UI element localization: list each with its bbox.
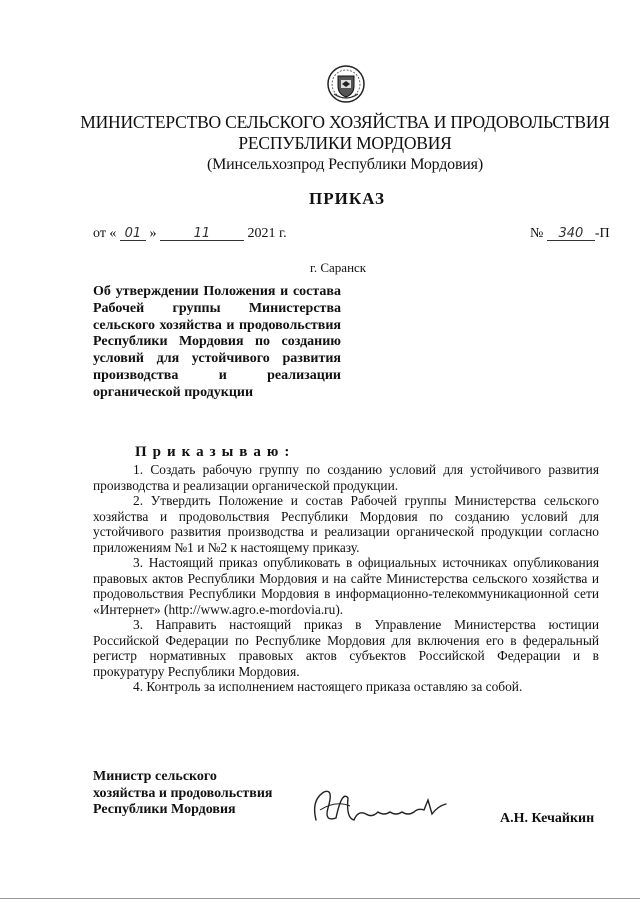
order-title: ПРИКАЗ [309, 189, 385, 208]
order-body [93, 462, 599, 695]
signer-title-line3: Республики Мордовия [93, 802, 236, 817]
date-year: 2021 г. [247, 226, 287, 241]
number-suffix: -П [594, 226, 610, 241]
order-date [93, 226, 287, 242]
order-item: 4. Контроль за исполнением настоящего приказа оставляю за собой. [133, 679, 523, 694]
signer-title [93, 769, 272, 819]
order-subject: Об утверждении Положения и состава Рабочей группы Министерства сельского хозяйства и продовольствия Республики Мордовия по созданию условий для устойчивого развития производства и реализации органической продукции [93, 284, 341, 400]
signer-title-line2: хозяйства и продовольствия [93, 785, 273, 801]
date-mid: » [149, 226, 157, 241]
signer-title-line1: Министр сельского [93, 769, 217, 784]
order-item: 1. Создать рабочую группу по созданию условий для устойчивого развития производства и реализации органической продукции. [93, 462, 599, 493]
number-value: 340 [547, 227, 595, 241]
handwritten-signature [306, 780, 456, 830]
ministry-short-name: (Минсельхозпрод Республики Мордовия) [207, 156, 483, 173]
date-day: 01 [120, 227, 146, 241]
ministry-name-line1: МИНИСТЕРСТВО СЕЛЬСКОГО ХОЗЯЙСТВА И ПРОДОВОЛЬСТВИЯ [80, 112, 610, 132]
orders-header: Приказываю: [135, 444, 296, 460]
ministry-name-line2: РЕСПУБЛИКИ МОРДОВИЯ [238, 133, 452, 153]
date-month: 11 [160, 227, 244, 241]
signer-name: А.Н. Кечайкин [500, 811, 595, 826]
order-number [530, 226, 610, 242]
coat-of-arms-icon [326, 64, 366, 104]
number-prefix: № [530, 226, 544, 241]
date-prefix: от « [93, 226, 117, 241]
ministry-header [40, 112, 640, 175]
order-item: 3. Направить настоящий приказ в Управление Министерства юстиции Российской Федерации по Республике Мордовия для включения его в федеральный регистр нормативных правовых актов субъектов Российской Федерации и в прокуратуру Республики Мордовия. [93, 617, 599, 679]
order-item: 2. Утвердить Положение и состав Рабочей группы Министерства сельского хозяйства и продовольствия Республики Мордовия по созданию условий для устойчивого развития производства и реализации органической продукции согласно приложениям №1 и №2 к настоящему приказу. [93, 493, 599, 555]
page-bottom-rule [0, 898, 640, 899]
order-item: 3. Настоящий приказ опубликовать в официальных источниках опубликования правовых актов Республики Мордовия и на сайте Министерства сельского хозяйства и продовольствия Республики Мордовия в информационно-телекоммуникационной сети «Интернет» (http://www.agro.e-mordovia.ru). [93, 555, 599, 617]
order-city: г. Саранск [310, 260, 367, 275]
